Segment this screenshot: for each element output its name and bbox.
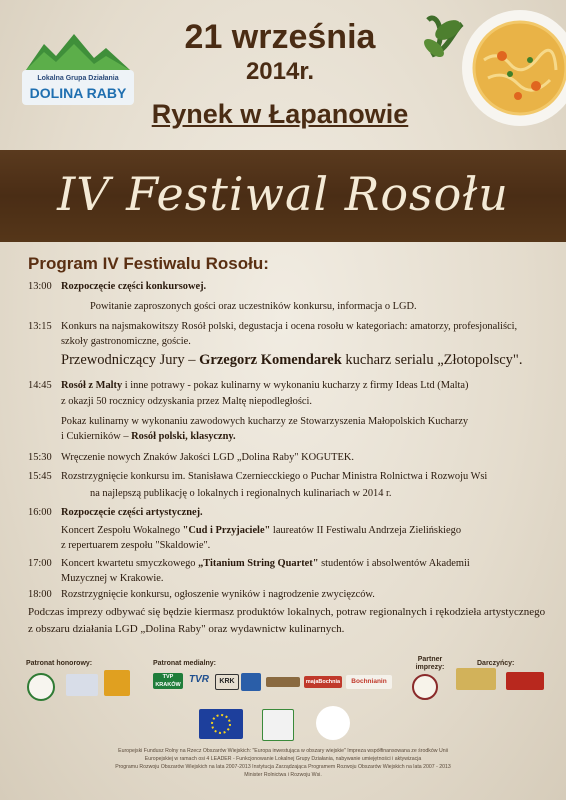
donors-label: Darczyńcy: <box>477 660 515 667</box>
program-text: laureatów II Festiwalu Andrzeja Zielińskiego <box>270 525 462 536</box>
eu-footer-line: Minister Rolnictwa i Rozwoju Wsi. <box>244 772 322 778</box>
program-item <box>28 469 558 484</box>
jury-suffix: kucharz serialu „Złotopolscy". <box>341 352 523 368</box>
eu-flag-logo <box>199 709 243 739</box>
jury-name: Grzegorz Komendarek <box>199 352 342 368</box>
prow-logo <box>316 706 350 740</box>
program-item <box>28 414 558 429</box>
tvr-logo: TVR <box>189 674 209 685</box>
event-date: 21 września <box>184 18 376 56</box>
program-item <box>28 299 558 314</box>
program-text: z okazji 50 rocznicy odzyskania przez Maltę niepodległości. <box>61 396 313 407</box>
program-text: Rozstrzygnięcie konkursu, ogłoszenie wyników i nagrodzenie zwycięzców. <box>61 589 375 600</box>
program-time: 15:30 <box>28 452 52 463</box>
krk-logo: KRK <box>215 674 239 690</box>
tvp-logo: TVP KRAKÓW <box>153 673 183 689</box>
program-item <box>28 350 558 370</box>
program-text: i inne potrawy - pokaz kulinarny w wykonaniu kucharzy z firmy Ideas Ltd (Malta) <box>122 380 469 391</box>
program-item <box>28 394 558 409</box>
program-bold: Rosół polski, klasyczny. <box>131 431 236 442</box>
program-text: Muzycznej w Krakowie. <box>61 573 164 584</box>
festival-title: IV Festiwal Rosołu <box>57 167 509 221</box>
logo-main-text: DOLINA RABY <box>29 85 127 101</box>
program-text: na najlepszą publikację o lokalnych i regionalnych kulinariach w 2014 r. <box>90 488 392 499</box>
eu-footer-line: Europejskiej w ramach osi 4 LEADER - Funkcjonowanie Lokalnej Grupy Działania, nabywanie umiejętności i aktywizacja <box>144 756 422 762</box>
jury-prefix: Przewodniczący Jury – <box>61 352 200 368</box>
leader-logo <box>262 709 294 741</box>
program-bold: „Titanium String Quartet" <box>198 558 319 569</box>
program-time: 18:00 <box>28 589 52 600</box>
program-text: Rozstrzygnięcie konkursu im. Stanisława Czerniecckiego o Puchar Ministra Rolnictwa i Rozwoju Wsi <box>61 471 488 482</box>
program-text: szkoły gastronomiczne, goście. <box>61 336 191 347</box>
program-text: Powitanie zaproszonych gości oraz uczestników konkursu, informacja o LGD. <box>90 301 417 312</box>
program-text: z repertuarem zespołu "Skaldowie". <box>61 540 211 551</box>
program-text: studentów i absolwentów Akademii <box>318 558 470 569</box>
program-item <box>28 523 558 538</box>
program-time: 17:00 <box>28 558 52 569</box>
soup-bowl-image <box>418 0 566 138</box>
donor-logo <box>506 672 544 690</box>
program-item <box>28 538 558 553</box>
ministry-logo <box>27 673 55 701</box>
program-text: Konkurs na najsmakowitszy Rosół polski, degustacja i ocena rosołu w kategoriach: amatorzy, profesjonaliści, <box>61 321 518 332</box>
program-time: 14:45 <box>28 380 52 391</box>
logo-small-text: Lokalna Grupa Działania <box>37 75 119 82</box>
event-place: Rynek w Łapanowie <box>151 99 409 129</box>
malopolska-logo <box>104 670 130 696</box>
radio-logo <box>241 673 261 691</box>
program-time: 16:00 <box>28 507 52 518</box>
fair-note: Podczas imprezy odbywać się będzie kiermasz produktów lokalnych, potraw regionalnych i rękodzieła artystycznego z obszaru działania LGD „Dolina Raby" oraz wydawnictw kulinarnych. <box>28 606 546 635</box>
program-item <box>28 450 558 465</box>
program-item <box>28 571 558 586</box>
eu-funding-footer <box>60 747 506 779</box>
program-text: Wręczenie nowych Znaków Jakości LGD „Dolina Raby" KOGUTEK. <box>61 452 354 463</box>
program-item <box>28 279 558 294</box>
honorary-label: Patronat honorowy: <box>26 660 93 667</box>
program-bold: Rozpoczęcie części artystycznej. <box>61 507 203 518</box>
media-logo <box>266 677 300 687</box>
partner-label: Partner imprezy: <box>415 656 445 671</box>
donor-logo <box>456 668 496 690</box>
bochnianin-logo: Bochnianin <box>346 675 392 689</box>
program-heading: Program IV Festiwalu Rosołu: <box>28 254 269 273</box>
partner-logo <box>412 674 438 700</box>
program-text: Koncert Zespołu Wokalnego <box>61 525 183 536</box>
program-text: i Cukierników – <box>61 431 132 442</box>
program-bold: "Cud i Przyjaciele" <box>182 525 271 536</box>
program-bold: Rosół z Malty <box>61 380 123 391</box>
program-text: Rozpoczęcie części konkursowej. <box>61 281 207 292</box>
dolina-raby-logo <box>22 30 134 105</box>
program-time: 15:45 <box>28 471 52 482</box>
program-item <box>28 587 558 602</box>
program-item <box>28 429 558 444</box>
media-label: Patronat medialny: <box>153 660 217 667</box>
program-item <box>28 378 558 393</box>
program-item <box>28 556 558 571</box>
program-time: 13:00 <box>28 281 52 292</box>
program-text: Pokaz kulinarny w wykonaniu zawodowych kucharzy ze Stowarzyszenia Małopolskich Kucharzy <box>61 416 469 427</box>
program-item <box>28 486 558 501</box>
eu-footer-line: Europejski Fundusz Rolny na Rzecz Obszarów Wiejskich: "Europa inwestująca w obszary wiejskie" Impreza współfinansowana ze środków Unii <box>118 748 448 754</box>
program-text: Koncert kwartetu smyczkowego <box>61 558 199 569</box>
eu-footer-line: Programu Rozwoju Obszarów Wiejskich na lata 2007-2013 Instytucja Zarządzająca Programem Rozwoju Obszarów Wiejskich na lata 2007 - 2013 <box>115 764 451 770</box>
program-time: 13:15 <box>28 321 52 332</box>
program-item <box>28 319 558 334</box>
eu-stars-icon <box>199 709 243 739</box>
event-year: 2014r. <box>245 58 315 85</box>
gov-logo <box>66 674 98 696</box>
program-item <box>28 505 558 520</box>
program-item <box>28 334 558 349</box>
maja-logo: majaBochnia <box>304 676 342 688</box>
